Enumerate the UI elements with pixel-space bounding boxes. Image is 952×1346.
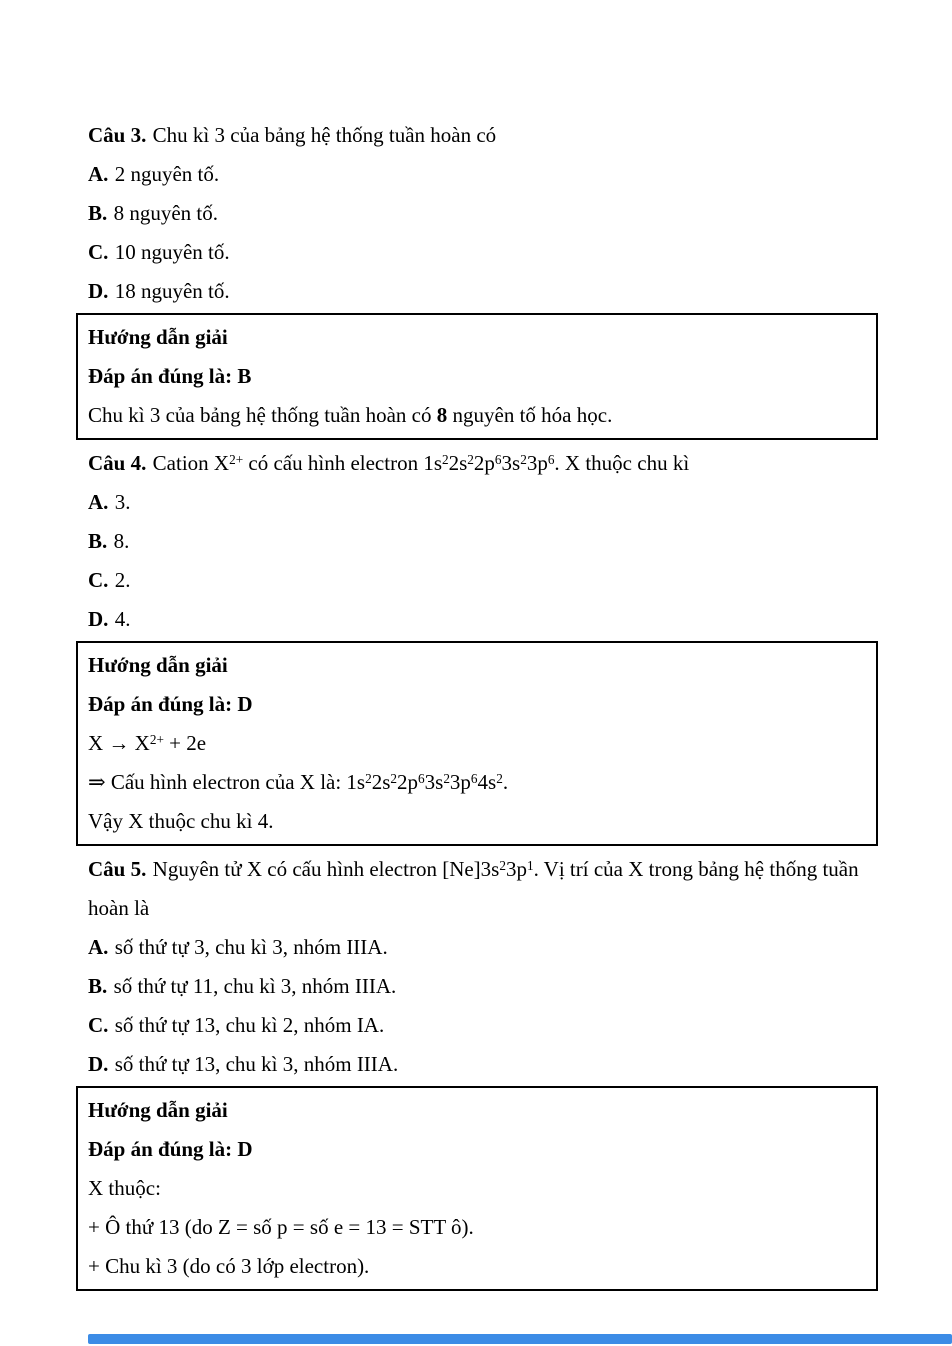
option-d [88, 600, 868, 639]
question-stem-text: Cation $X^{2+}$ có cấu hình electron $1s^22s^22p^63s^23p^6$. X thuộc chu kì [152, 451, 690, 475]
solution-box [76, 1086, 878, 1291]
option-text: 18 nguyên tố. [114, 279, 230, 303]
option-b [88, 194, 868, 233]
option-label: D. [88, 1052, 109, 1076]
option-label: C. [88, 1013, 109, 1037]
option-text: 2 nguyên tố. [114, 162, 220, 186]
option-text: 8. [113, 529, 130, 553]
question-label: Câu 5. [88, 857, 147, 881]
solution-title: Hướng dẫn giải [88, 1098, 228, 1122]
option-text: số thứ tự 11, chu kì 3, nhóm IIIA. [113, 974, 397, 998]
option-label: C. [88, 240, 109, 264]
question-label: Câu 3. [88, 123, 147, 147]
solution-box [76, 313, 878, 440]
question-stem-text: Chu kì 3 của bảng hệ thống tuần hoàn có [152, 123, 497, 147]
option-label: A. [88, 162, 109, 186]
solution-line: + Ô thứ 13 (do Z = số p = số e = 13 = STT ô). [88, 1215, 474, 1239]
solution-line: Vậy X thuộc chu kì 4. [88, 809, 274, 833]
horizontal-scrollbar[interactable] [0, 1332, 952, 1346]
option-text: số thứ tự 3, chu kì 3, nhóm IIIA. [114, 935, 388, 959]
option-a [88, 483, 868, 522]
document-body [88, 116, 868, 1295]
solution-line: ⇒ Cấu hình electron của X là: $1s^22s^22p^63s^23p^64s^2$. [88, 770, 509, 794]
option-text: 3. [114, 490, 131, 514]
question-stem [88, 116, 868, 155]
option-d [88, 272, 868, 311]
option-d [88, 1045, 868, 1084]
option-text: 8 nguyên tố. [113, 201, 218, 225]
solution-line: X thuộc: [88, 1176, 161, 1200]
option-a [88, 928, 868, 967]
solution-box [76, 641, 878, 846]
option-label: B. [88, 529, 108, 553]
solution-answer: Đáp án đúng là: D [88, 1137, 253, 1161]
option-c [88, 233, 868, 272]
option-label: C. [88, 568, 109, 592]
solution-line: Chu kì 3 của bảng hệ thống tuần hoàn có 8 nguyên tố hóa học. [88, 403, 613, 427]
option-text: số thứ tự 13, chu kì 3, nhóm IIIA. [114, 1052, 399, 1076]
solution-line: + Chu kì 3 (do có 3 lớp electron). [88, 1254, 370, 1278]
option-a [88, 155, 868, 194]
solution-answer: Đáp án đúng là: B [88, 364, 252, 388]
question-block [88, 116, 868, 440]
question-stem-text: Nguyên tử X có cấu hình electron $[Ne]3s^23p^1$. Vị trí của X trong bảng hệ thống tuần hoàn là [88, 857, 859, 920]
option-c [88, 1006, 868, 1045]
option-label: B. [88, 201, 108, 225]
option-text: 10 nguyên tố. [114, 240, 230, 264]
solution-line: $X \to X^{2+} + 2e$ [88, 731, 207, 755]
option-label: A. [88, 490, 109, 514]
option-label: D. [88, 607, 109, 631]
question-label: Câu 4. [88, 451, 147, 475]
option-text: 2. [114, 568, 131, 592]
solution-title: Hướng dẫn giải [88, 325, 228, 349]
option-label: A. [88, 935, 109, 959]
option-label: B. [88, 974, 108, 998]
question-stem [88, 444, 868, 483]
solution-title: Hướng dẫn giải [88, 653, 228, 677]
option-b [88, 522, 868, 561]
option-label: D. [88, 279, 109, 303]
option-text: số thứ tự 13, chu kì 2, nhóm IA. [114, 1013, 385, 1037]
question-block [88, 444, 868, 846]
solution-answer: Đáp án đúng là: D [88, 692, 253, 716]
scrollbar-thumb[interactable] [88, 1334, 952, 1344]
question-block [88, 850, 868, 1291]
option-b [88, 967, 868, 1006]
question-stem [88, 850, 868, 928]
option-c [88, 561, 868, 600]
option-text: 4. [114, 607, 131, 631]
